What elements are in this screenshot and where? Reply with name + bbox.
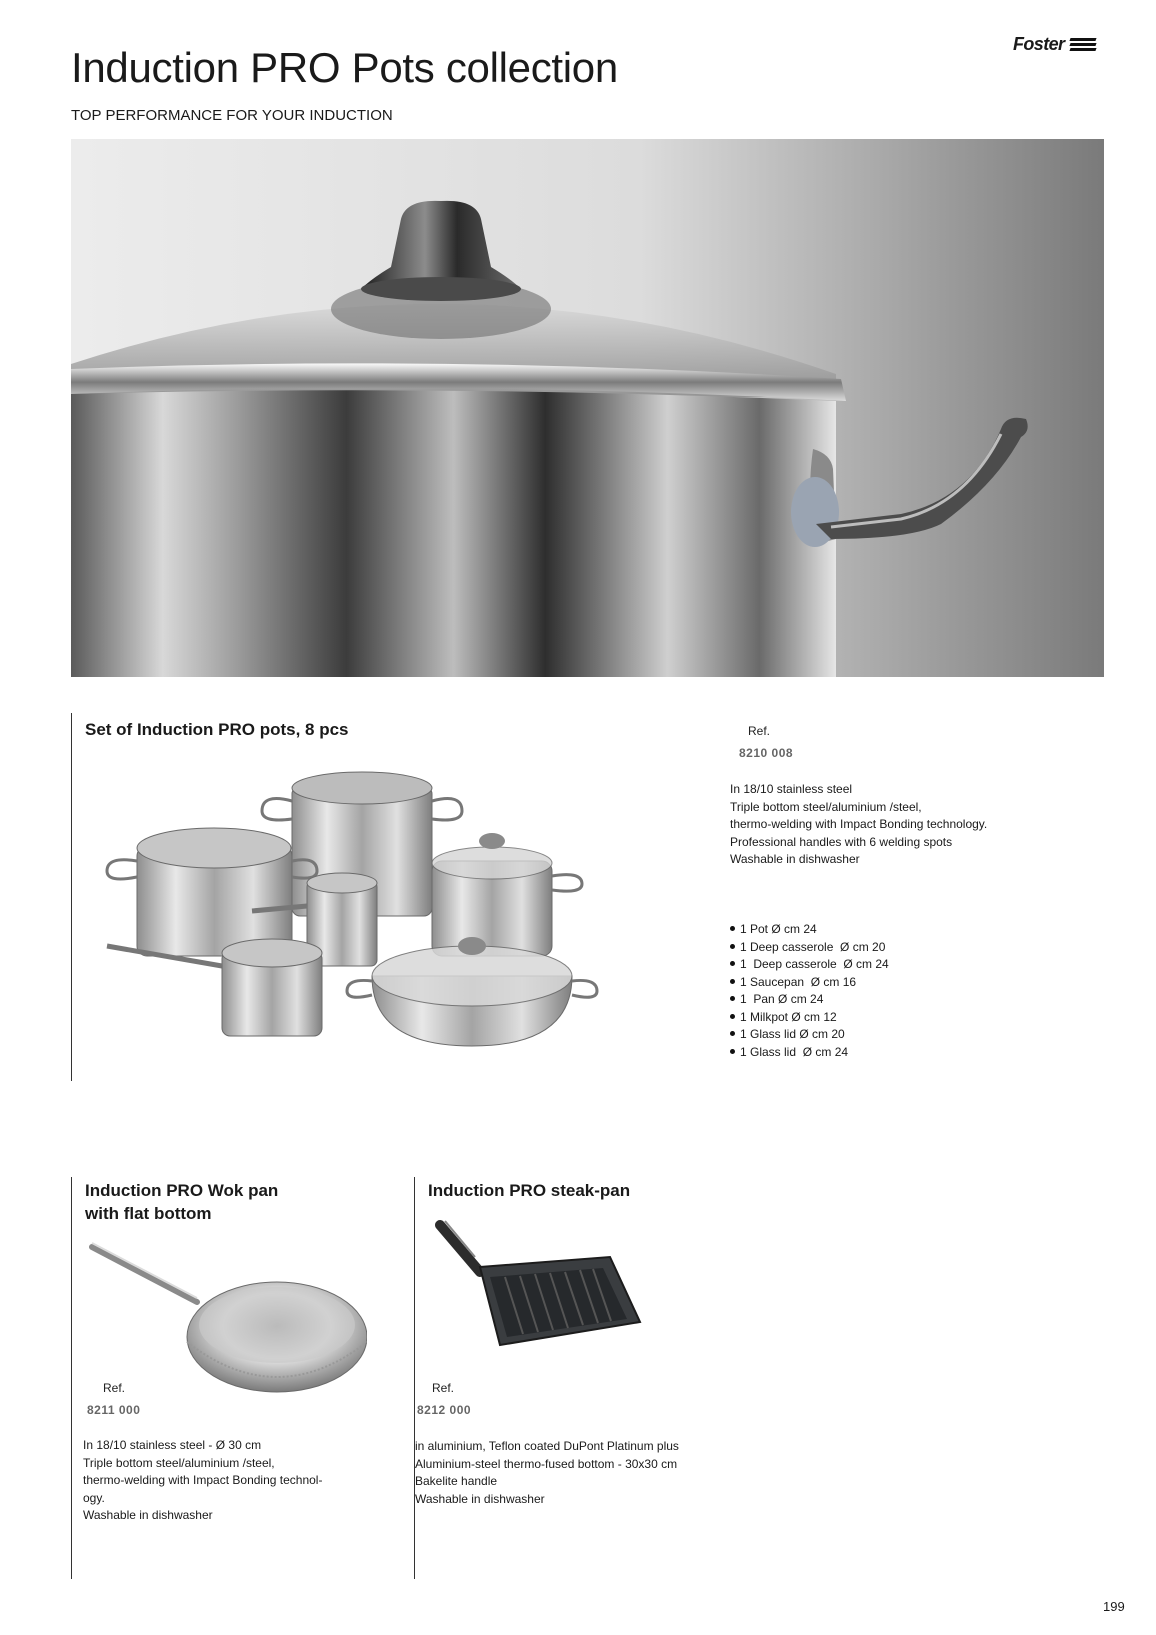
product-set-desc-line: Professional handles with 6 welding spots bbox=[730, 834, 953, 849]
page-number: 199 bbox=[1103, 1599, 1125, 1614]
product-set-items-list bbox=[730, 921, 889, 1061]
product-wok-photo bbox=[87, 1237, 367, 1427]
product-set-ref-label: Ref. bbox=[748, 724, 771, 738]
product-wok-description bbox=[83, 1437, 322, 1525]
product-steak-desc-line: Aluminium-steel thermo-fused bottom - 30x30 cm bbox=[415, 1456, 678, 1471]
product-wok-desc-line: In 18/10 stainless steel - Ø 30 cm bbox=[83, 1438, 262, 1452]
page-subtitle: TOP PERFORMANCE FOR YOUR INDUCTION bbox=[71, 107, 393, 124]
product-steak-desc-line: Washable in dishwasher bbox=[415, 1491, 545, 1506]
product-set-title: Set of Induction PRO pots, 8 pcs bbox=[85, 720, 349, 739]
brand-mark-icon bbox=[1070, 38, 1096, 51]
product-steak-ref-label: Ref. bbox=[432, 1381, 455, 1395]
product-steak-photo bbox=[435, 1217, 645, 1367]
list-item: 1 Pan Ø cm 24 bbox=[730, 991, 889, 1009]
product-set-desc-line: Triple bottom steel/aluminium /steel, bbox=[730, 799, 922, 814]
product-set-desc-line: thermo-welding with Impact Bonding technology. bbox=[730, 817, 988, 831]
list-item: 1 Glass lid Ø cm 24 bbox=[730, 1044, 889, 1062]
product-wok-ref-code: 8211 000 bbox=[87, 1403, 141, 1417]
product-set-ref-code: 8210 008 bbox=[739, 746, 794, 760]
list-item: 1 Pot Ø cm 24 bbox=[730, 921, 889, 939]
list-item: 1 Milkpot Ø cm 12 bbox=[730, 1009, 889, 1027]
product-wok-title bbox=[85, 1179, 345, 1225]
product-steak-desc-line: Bakelite handle bbox=[415, 1474, 498, 1488]
product-wok-desc-line: ogy. bbox=[83, 1490, 105, 1505]
product-set-desc-line: In 18/10 stainless steel bbox=[730, 782, 853, 796]
list-item: 1 Glass lid Ø cm 20 bbox=[730, 1026, 889, 1044]
product-wok-desc-line: Washable in dishwasher bbox=[83, 1508, 213, 1522]
product-steak-section bbox=[414, 1177, 734, 1579]
list-item: 1 Deep casserole Ø cm 20 bbox=[730, 939, 889, 957]
product-steak-title: Induction PRO steak-pan bbox=[428, 1181, 631, 1200]
product-set-photo bbox=[102, 766, 622, 1086]
product-set-description bbox=[730, 781, 987, 869]
product-set-section bbox=[71, 713, 1071, 1081]
product-steak-description bbox=[415, 1438, 679, 1508]
product-wok-desc-line: thermo-welding with Impact Bonding technol- bbox=[83, 1473, 323, 1487]
brand-logo bbox=[1013, 34, 1096, 55]
product-wok-title-line: Induction PRO Wok pan bbox=[85, 1181, 279, 1200]
page-title: Induction PRO Pots collection bbox=[71, 44, 618, 91]
product-wok-section bbox=[71, 1177, 371, 1579]
brand-name: Foster bbox=[1013, 34, 1065, 54]
hero-photo bbox=[71, 139, 1104, 677]
list-item: 1 Saucepan Ø cm 16 bbox=[730, 974, 889, 992]
product-wok-desc-line: Triple bottom steel/aluminium /steel, bbox=[83, 1455, 275, 1470]
product-steak-desc-line: in aluminium, Teflon coated DuPont Platinum plus bbox=[415, 1439, 679, 1453]
product-wok-title-line: with flat bottom bbox=[85, 1204, 212, 1223]
product-steak-ref-code: 8212 000 bbox=[417, 1403, 472, 1417]
product-set-desc-line: Washable in dishwasher bbox=[730, 852, 860, 866]
list-item: 1 Deep casserole Ø cm 24 bbox=[730, 956, 889, 974]
product-wok-ref-label: Ref. bbox=[103, 1381, 126, 1395]
